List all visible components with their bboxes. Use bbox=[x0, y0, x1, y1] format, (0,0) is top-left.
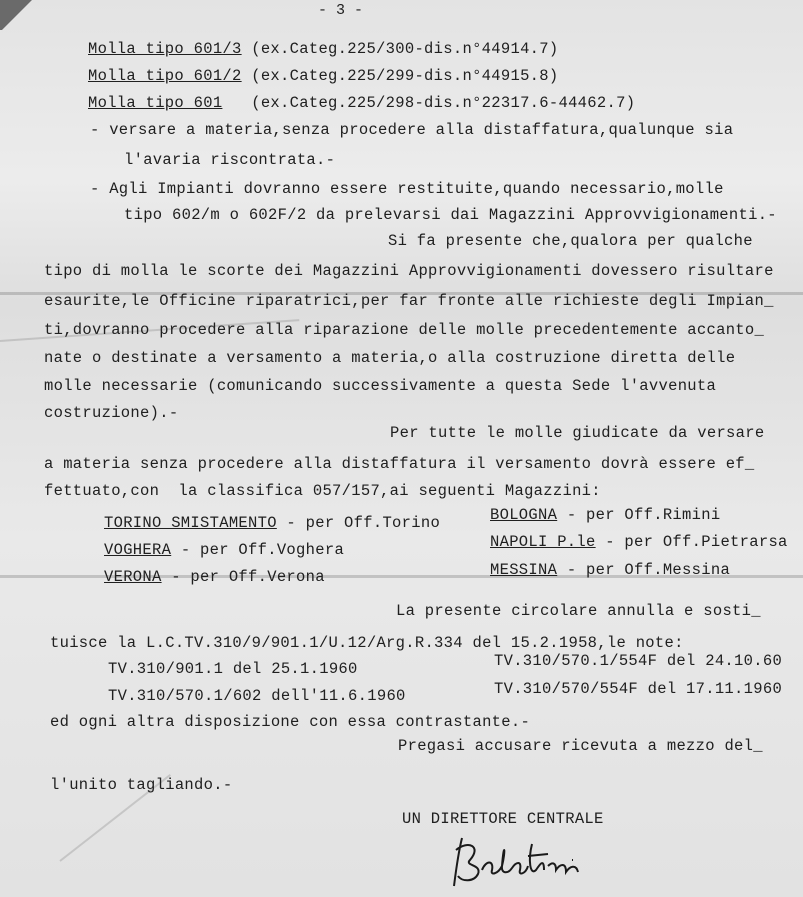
body-line: l'unito tagliando.- bbox=[50, 776, 233, 794]
warehouse-entry bbox=[490, 506, 720, 524]
body-line: tipo di molla le scorte dei Magazzini Approvvigionamenti dovessero risultare bbox=[44, 262, 774, 280]
body-line: costruzione).- bbox=[44, 404, 179, 422]
spring-ref: (ex.Categ.225/300-dis.n°44914.7) bbox=[251, 40, 559, 58]
body-line: - versare a materia,senza procedere alla distaffatura,qualunque sia bbox=[90, 121, 734, 139]
body-line: ed ogni altra disposizione con essa contrastante.- bbox=[50, 713, 531, 731]
warehouse-office: - per Off.Verona bbox=[161, 568, 325, 586]
handwritten-signature bbox=[448, 830, 598, 890]
body-line: La presente circolare annulla e sosti_ bbox=[396, 602, 761, 620]
warehouse-name: BOLOGNA bbox=[490, 506, 558, 524]
body-line: nate o destinate a versamento a materia,o alla costruzione diretta delle bbox=[44, 349, 736, 367]
spring-line bbox=[88, 40, 558, 58]
body-line: - Agli Impianti dovranno essere restituite,quando necessario,molle bbox=[90, 180, 724, 198]
body-line: Per tutte le molle giudicate da versare bbox=[390, 424, 765, 442]
note-reference: TV.310/570.1/602 dell'11.6.1960 bbox=[108, 687, 406, 705]
spring-type: Molla tipo 601 bbox=[88, 94, 223, 112]
warehouse-office: - per Off.Voghera bbox=[171, 541, 345, 559]
warehouse-entry bbox=[490, 533, 788, 551]
signatory-title: UN DIRETTORE CENTRALE bbox=[402, 810, 604, 828]
body-line: fettuato,con la classifica 057/157,ai seguenti Magazzini: bbox=[44, 482, 601, 500]
warehouse-office: - per Off.Torino bbox=[276, 514, 441, 532]
body-line: molle necessarie (comunicando successivamente a questa Sede l'avvenuta bbox=[44, 377, 717, 395]
spring-type: Molla tipo 601/2 bbox=[88, 67, 242, 85]
warehouse-name: VOGHERA bbox=[104, 541, 172, 559]
body-line: Pregasi accusare ricevuta a mezzo del_ bbox=[398, 737, 763, 755]
warehouse-office: - per Off.Messina bbox=[557, 561, 731, 579]
body-line: esaurite,le Officine riparatrici,per far fronte alle richieste degli Impian_ bbox=[44, 292, 774, 310]
spring-line bbox=[88, 94, 635, 112]
spring-type: Molla tipo 601/3 bbox=[88, 40, 242, 58]
warehouse-office: - per Off.Pietrarsa bbox=[595, 533, 788, 551]
warehouse-entry bbox=[104, 514, 440, 532]
warehouse-name: VERONA bbox=[104, 568, 162, 586]
warehouse-name: MESSINA bbox=[490, 561, 558, 579]
torn-corner bbox=[0, 0, 60, 30]
warehouse-name: NAPOLI P.le bbox=[490, 533, 596, 551]
warehouse-entry bbox=[104, 541, 344, 559]
note-reference: TV.310/901.1 del 25.1.1960 bbox=[108, 660, 358, 678]
warehouse-office: - per Off.Rimini bbox=[557, 506, 721, 524]
note-reference: TV.310/570/554F del 17.11.1960 bbox=[494, 680, 783, 698]
body-line: ti,dovranno procedere alla riparazione delle molle precedentemente accanto_ bbox=[44, 321, 765, 339]
spring-ref: (ex.Categ.225/298-dis.n°22317.6-44462.7) bbox=[251, 94, 636, 112]
body-line: tuisce la L.C.TV.310/9/901.1/U.12/Arg.R.334 del 15.2.1958,le note: bbox=[50, 634, 684, 652]
warehouse-entry bbox=[490, 561, 730, 579]
page-number: - 3 - bbox=[318, 2, 364, 19]
body-line: Si fa presente che,qualora per qualche bbox=[388, 232, 753, 250]
warehouse-name: TORINO SMISTAMENTO bbox=[104, 514, 277, 532]
body-line: a materia senza procedere alla distaffatura il versamento dovrà essere ef_ bbox=[44, 455, 755, 473]
note-reference: TV.310/570.1/554F del 24.10.60 bbox=[494, 652, 783, 670]
warehouse-entry bbox=[104, 568, 325, 586]
spring-ref: (ex.Categ.225/299-dis.n°44915.8) bbox=[251, 67, 559, 85]
body-line: tipo 602/m o 602F/2 da prelevarsi dai Magazzini Approvvigionamenti.- bbox=[124, 206, 777, 224]
spring-line bbox=[88, 67, 558, 85]
body-line: l'avaria riscontrata.- bbox=[124, 151, 336, 169]
